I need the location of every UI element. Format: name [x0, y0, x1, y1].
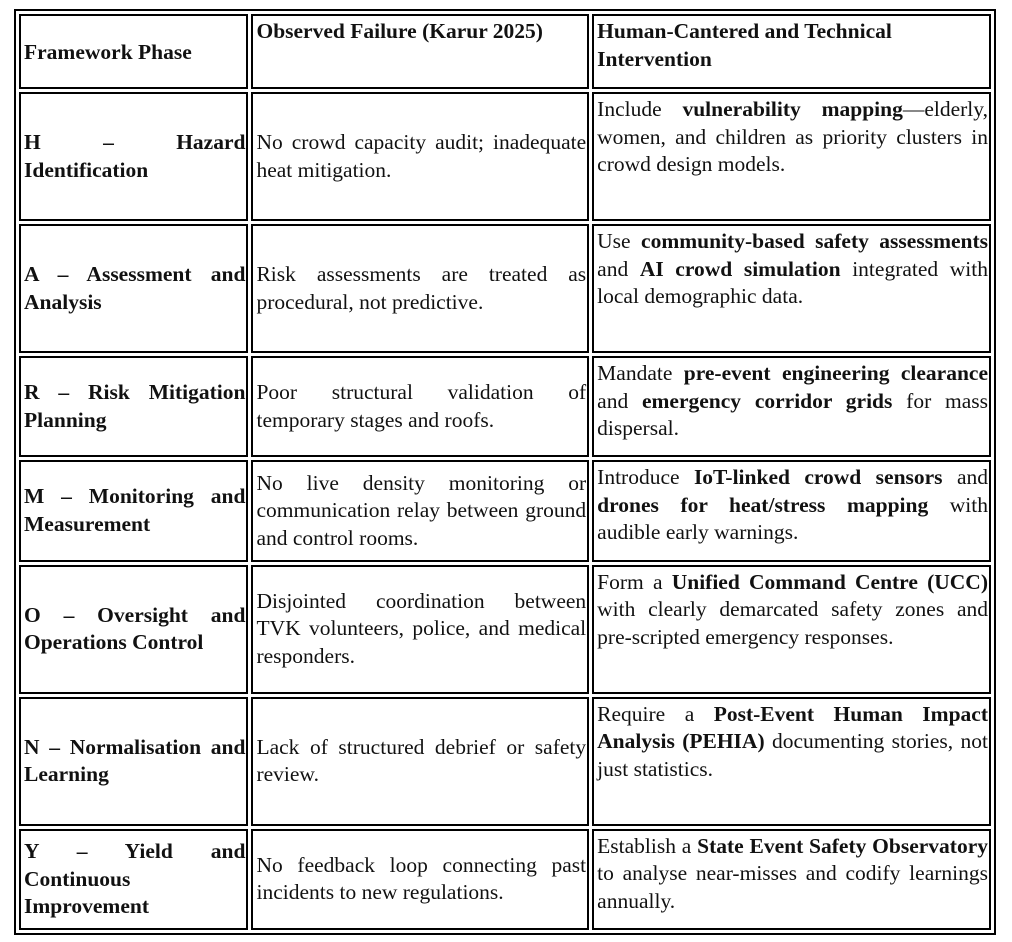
framework-phase-cell: A – Assessment and Analysis [19, 224, 248, 353]
table-body [19, 92, 991, 930]
intervention-text: Require a [597, 701, 714, 726]
table-row [19, 224, 991, 353]
intervention-text: with clearly demarcated safety zones and pre-scripted emergency responses. [597, 597, 988, 649]
intervention-cell [592, 92, 991, 221]
intervention-cell [592, 460, 991, 561]
table-row [19, 829, 991, 930]
table-row [19, 697, 991, 826]
observed-failure-cell: No crowd capacity audit; inadequate heat mitigation. [251, 92, 589, 221]
observed-failure-cell: Lack of structured debrief or safety review. [251, 697, 589, 826]
intervention-text: for mass dispersal. [597, 388, 988, 441]
intervention-emphasis: drones for heat/stress mapping [597, 492, 929, 517]
framework-phase-cell: O – Oversight and Operations Control [19, 565, 248, 694]
intervention-emphasis: Post-Event Human Impact Analysis (PEHIA) [597, 701, 988, 754]
intervention-text: Introduce [597, 465, 694, 490]
intervention-emphasis: community-based safety assessments [641, 229, 989, 254]
framework-table [14, 9, 996, 935]
intervention-text: Use [597, 229, 642, 254]
framework-phase-cell: H – Hazard Identification [19, 92, 248, 221]
intervention-text: and [942, 465, 988, 490]
framework-phase-cell: Y – Yield and Continuous Improvement [19, 829, 248, 930]
header-row [19, 14, 991, 89]
intervention-emphasis: State Event Safety Observatory [697, 833, 988, 858]
framework-phase-cell: M – Monitoring and Measurement [19, 460, 248, 561]
observed-failure-cell: Risk assessments are treated as procedural, not predictive. [251, 224, 589, 353]
intervention-cell [592, 829, 991, 930]
framework-phase-cell: N – Normalisation and Learning [19, 697, 248, 826]
intervention-cell [592, 224, 991, 353]
intervention-text: documenting stories, not just statistics. [597, 729, 988, 781]
intervention-cell [592, 697, 991, 826]
framework-phase-cell: R – Risk Mitigation Planning [19, 356, 248, 457]
observed-failure-cell: No live density monitoring or communication relay between ground and control rooms. [251, 460, 589, 561]
observed-failure-cell: Poor structural validation of temporary stages and roofs. [251, 356, 589, 457]
observed-failure-cell: Disjointed coordination between TVK volunteers, police, and medical responders. [251, 565, 589, 694]
intervention-text: with audible early warnings. [597, 492, 988, 545]
intervention-text: and [597, 256, 640, 281]
intervention-text: Establish a [597, 833, 698, 858]
intervention-emphasis: pre-event engineering clearance [683, 361, 988, 386]
header-framework-phase: Framework Phase [19, 14, 248, 89]
intervention-emphasis: AI crowd simulation [639, 256, 841, 281]
table-row [19, 460, 991, 561]
intervention-text: integrated with local demographic data. [597, 256, 988, 309]
intervention-cell [592, 565, 991, 694]
intervention-cell [592, 356, 991, 457]
intervention-emphasis: Unified Command Centre (UCC) [671, 569, 988, 594]
intervention-emphasis: vulnerability mapping [682, 97, 903, 121]
table-row [19, 565, 991, 694]
intervention-text: Include [597, 97, 683, 121]
intervention-text: Form a [597, 569, 672, 594]
table-row [19, 356, 991, 457]
table-row [19, 92, 991, 221]
observed-failure-cell: No feedback loop connecting past incidents to new regulations. [251, 829, 589, 930]
table-header [19, 14, 991, 89]
intervention-emphasis: IoT-linked crowd sensors [693, 465, 943, 490]
header-observed-failure: Observed Failure (Karur 2025) [251, 14, 589, 89]
intervention-text: to analyse near-misses and codify learnings annually. [597, 861, 988, 913]
intervention-emphasis: emergency corridor grids [641, 388, 893, 413]
intervention-text: Mandate [597, 361, 684, 386]
header-intervention: Human-Cantered and Technical Intervention [592, 14, 991, 89]
intervention-text: and [597, 388, 642, 413]
intervention-text: —elderly, women, and children as priority clusters in crowd design models. [597, 97, 988, 176]
